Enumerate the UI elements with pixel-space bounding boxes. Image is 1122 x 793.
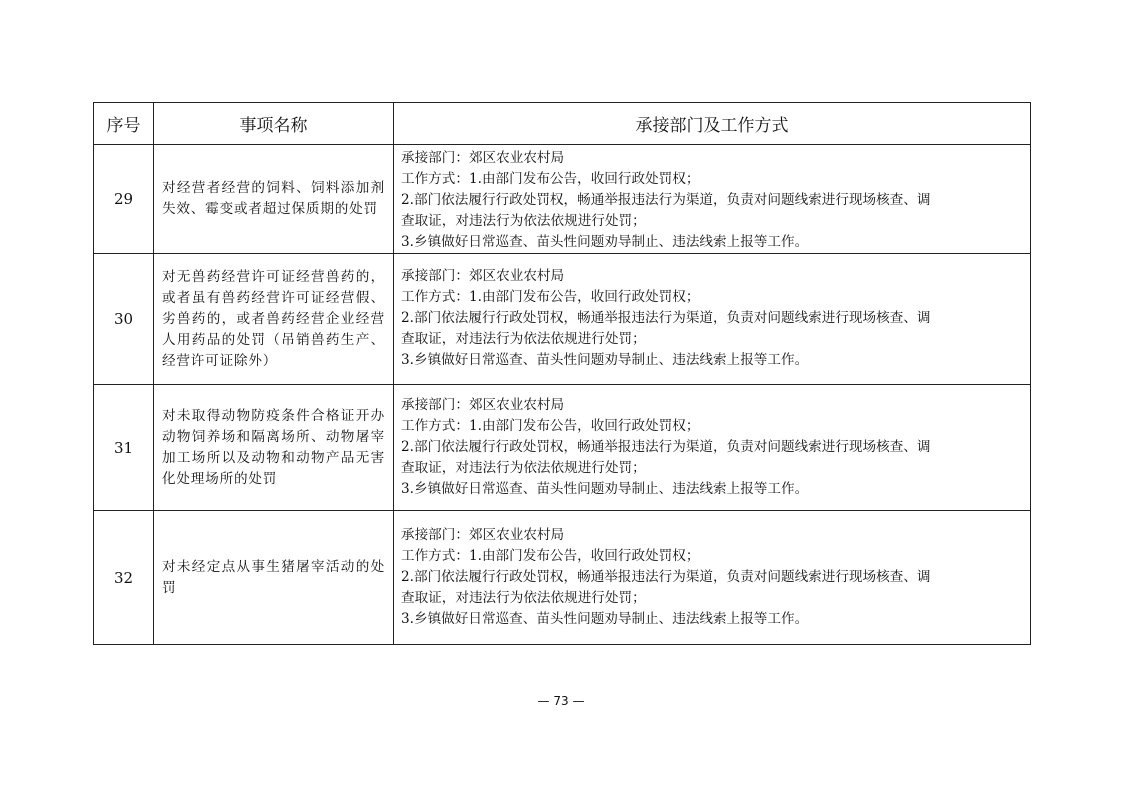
dept-line: 3.乡镇做好日常巡查、苗头性问题劝导制止、违法线索上报等工作。 [401,352,809,368]
dept-line: 承接部门：郊区农业农村局 [401,527,565,543]
table-row [94,511,1031,645]
dept-line: 查取证，对违法行为依法依规进行处罚； [401,460,646,476]
table-row [94,254,1031,385]
row-serial-number: 29 [94,145,154,254]
header-department-method: 承接部门及工作方式 [394,103,1031,145]
dept-line: 承接部门：郊区农业农村局 [401,150,565,166]
dept-line: 工作方式：1.由部门发布公告，收回行政处罚权； [401,548,700,564]
row-serial-number: 32 [94,511,154,645]
dept-line: 工作方式：1.由部门发布公告，收回行政处罚权； [401,418,700,434]
dept-line: 2.部门依法履行行政处罚权，畅通举报违法行为渠道，负责对问题线索进行现场核查、调 [401,192,931,208]
dept-line: 查取证，对违法行为依法依规进行处罚； [401,590,646,606]
dept-line: 承接部门：郊区农业农村局 [401,268,565,284]
table-header-row [94,103,1031,145]
row-item-name: 对无兽药经营许可证经营兽药的，或者虽有兽药经营许可证经营假、劣兽药的，或者兽药经营企业经营人用药品的处罚（吊销兽药生产、经营许可证除外） [154,254,394,385]
row-item-name: 对未取得动物防疫条件合格证开办动物饲养场和隔离场所、动物屠宰加工场所以及动物和动物产品无害化处理场所的处罚 [154,385,394,511]
row-department-method [394,511,1031,645]
dept-line: 工作方式：1.由部门发布公告，收回行政处罚权； [401,289,700,305]
table-row [94,385,1031,511]
header-item-name: 事项名称 [154,103,394,145]
dept-line: 工作方式：1.由部门发布公告，收回行政处罚权； [401,171,700,187]
row-department-method [394,385,1031,511]
dept-line: 查取证，对违法行为依法依规进行处罚； [401,213,646,229]
dept-line: 3.乡镇做好日常巡查、苗头性问题劝导制止、违法线索上报等工作。 [401,611,809,627]
dept-line: 承接部门：郊区农业农村局 [401,397,565,413]
dept-line: 3.乡镇做好日常巡查、苗头性问题劝导制止、违法线索上报等工作。 [401,234,809,250]
row-department-method [394,254,1031,385]
row-serial-number: 30 [94,254,154,385]
table-row [94,145,1031,254]
dept-line: 3.乡镇做好日常巡查、苗头性问题劝导制止、违法线索上报等工作。 [401,481,809,497]
dept-line: 2.部门依法履行行政处罚权，畅通举报违法行为渠道，负责对问题线索进行现场核查、调 [401,310,931,326]
row-item-name: 对未经定点从事生猪屠宰活动的处罚 [154,511,394,645]
header-serial-number: 序号 [94,103,154,145]
dept-line: 2.部门依法履行行政处罚权，畅通举报违法行为渠道，负责对问题线索进行现场核查、调 [401,569,931,585]
dept-line: 查取证，对违法行为依法依规进行处罚； [401,331,646,347]
row-department-method [394,145,1031,254]
row-serial-number: 31 [94,385,154,511]
row-item-name: 对经营者经营的饲料、饲料添加剂失效、霉变或者超过保质期的处罚 [154,145,394,254]
page-number: — 73 — [537,694,585,708]
dept-line: 2.部门依法履行行政处罚权，畅通举报违法行为渠道，负责对问题线索进行现场核查、调 [401,439,931,455]
items-table [93,102,1031,645]
